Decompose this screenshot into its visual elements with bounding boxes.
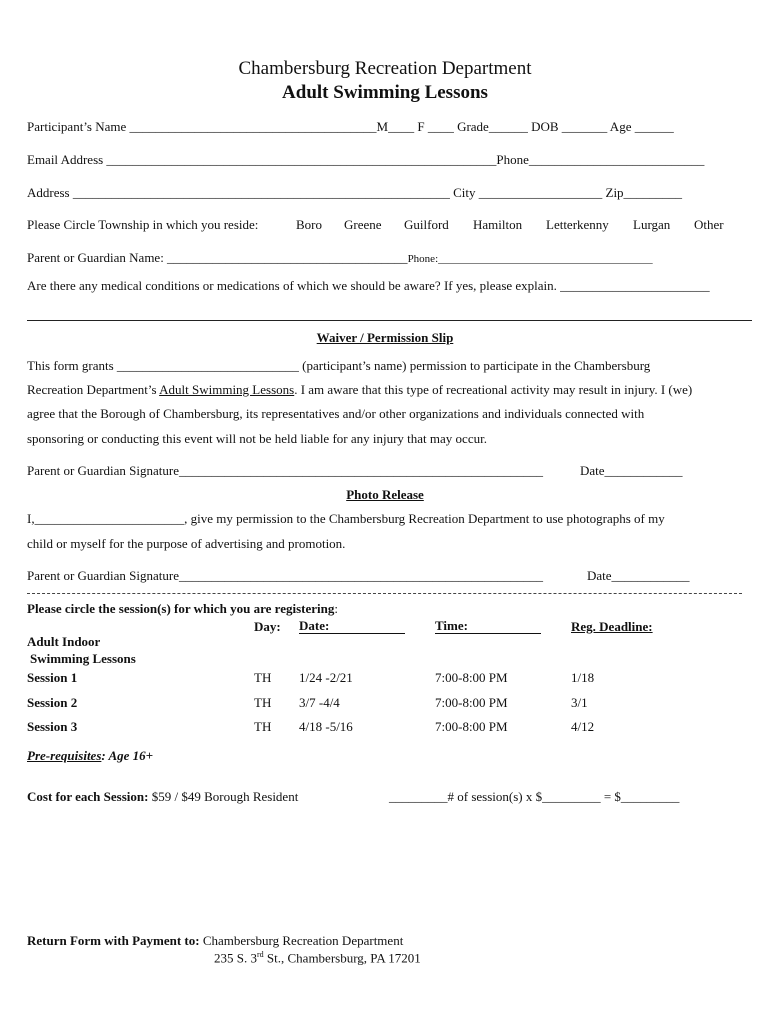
session-1-time: 7:00-8:00 PM: [435, 670, 508, 685]
waiver-line-3: agree that the Borough of Chambersburg, its representatives and/or other organizations and individuals connected with: [27, 406, 645, 421]
prereq-value: : Age 16+: [101, 748, 154, 763]
session-1-deadline: 1/18: [571, 670, 595, 685]
medical-question: Are there any medical conditions or medications of which we should be aware? If yes, please explain.: [27, 278, 557, 293]
waiver-date-field[interactable]: Date____________: [580, 463, 683, 478]
waiver-signature-field[interactable]: Parent or Guardian Signature________________________________________________________: [27, 463, 543, 478]
township-greene[interactable]: Greene: [344, 217, 382, 232]
guardian-name-line[interactable]: [27, 250, 653, 266]
medical-blank[interactable]: _______________________: [560, 278, 710, 293]
guardian-name-label: Parent or Guardian Name: _____________________________________: [27, 250, 408, 265]
session-prompt-colon: :: [334, 601, 338, 616]
session-1-day: TH: [254, 670, 272, 685]
return-address-sup: rd: [256, 950, 264, 959]
waiver-heading: Waiver / Permission Slip: [316, 330, 454, 345]
township-label: Please Circle Township in which you reside:: [27, 217, 259, 232]
return-label: Return Form with Payment to:: [27, 933, 200, 948]
session-1-name[interactable]: Session 1: [27, 670, 78, 685]
col-day-header: Day:: [254, 619, 281, 634]
session-3-name[interactable]: Session 3: [27, 719, 78, 734]
cost-line: [27, 789, 298, 805]
guardian-phone-field[interactable]: Phone:_______________________________________: [407, 253, 653, 265]
session-group-line-1: Adult Indoor: [27, 634, 101, 649]
township-other[interactable]: Other: [694, 217, 724, 232]
return-address-pre: 235 S. 3: [214, 950, 257, 966]
township-guilford[interactable]: Guilford: [404, 217, 449, 232]
session-group-line-2: Swimming Lessons: [30, 651, 136, 666]
township-letterkenny[interactable]: Letterkenny: [546, 217, 609, 232]
session-3-day: TH: [254, 719, 272, 734]
department-title: Chambersburg Recreation Department: [238, 58, 532, 79]
township-hamilton[interactable]: Hamilton: [473, 217, 523, 232]
dashed-divider: [27, 593, 742, 594]
photo-signature-field[interactable]: Parent or Guardian Signature________________________________________________________: [27, 568, 543, 583]
col-date-label: Date:: [299, 618, 330, 633]
return-line: [27, 933, 403, 949]
prerequisites: [27, 748, 153, 764]
medical-question-line[interactable]: [27, 278, 710, 294]
session-2-date: 3/7 -4/4: [299, 695, 340, 710]
township-lurgan[interactable]: Lurgan: [633, 217, 671, 232]
session-3-deadline: 4/12: [571, 719, 595, 734]
photo-line-1[interactable]: I,_______________________, give my permission to the Chambersburg Recreation Department to use photographs of my: [27, 511, 665, 526]
program-title: Adult Swimming Lessons: [282, 82, 488, 103]
prereq-label: Pre-requisites: [27, 748, 102, 763]
col-time-label: Time:: [435, 618, 468, 633]
session-prompt-text: Please circle the session(s) for which you are registering: [27, 601, 335, 616]
cost-label: Cost for each Session:: [27, 789, 149, 804]
photo-heading: Photo Release: [346, 487, 424, 502]
col-deadline-header: Reg. Deadline:: [571, 619, 653, 634]
session-2-deadline: 3/1: [571, 695, 588, 710]
photo-date-field[interactable]: Date____________: [587, 568, 690, 583]
session-3-time: 7:00-8:00 PM: [435, 719, 508, 734]
session-prompt: [27, 601, 338, 617]
waiver-line-2-pre: Recreation Department’s: [27, 382, 160, 397]
session-2-time: 7:00-8:00 PM: [435, 695, 508, 710]
waiver-line-1[interactable]: This form grants ____________________________ (participant’s name) permission to participate in the Chambersburg: [27, 358, 651, 373]
session-2-day: TH: [254, 695, 272, 710]
waiver-line-2-post: . I am aware that this type of recreational activity may result in injury. I (we): [294, 382, 693, 397]
session-1-date: 1/24 -2/21: [299, 670, 353, 685]
waiver-line-2: [27, 382, 692, 398]
township-boro[interactable]: Boro: [296, 217, 322, 232]
township-row: [27, 217, 258, 233]
email-phone-line[interactable]: Email Address ____________________________________________________________Phone___________________________: [27, 152, 705, 167]
cost-value: $59 / $49 Borough Resident: [151, 789, 299, 804]
session-3-date: 4/18 -5/16: [299, 719, 353, 734]
col-date-header: [299, 619, 405, 634]
medical-answer-line[interactable]: [27, 320, 752, 321]
return-org: Chambersburg Recreation Department: [202, 933, 404, 948]
return-address: [214, 950, 421, 966]
cost-calculation-field[interactable]: _________# of session(s) x $_________ = $_________: [389, 789, 680, 804]
participant-line[interactable]: Participant’s Name ______________________________________M____ F ____ Grade______ DOB _______ Age ______: [27, 119, 674, 134]
waiver-program-name: Adult Swimming Lessons: [159, 382, 295, 397]
col-time-header: [435, 619, 541, 634]
session-2-name[interactable]: Session 2: [27, 695, 78, 710]
address-line[interactable]: Address __________________________________________________________ City ___________________ Zip_________: [27, 185, 683, 200]
return-address-post: St., Chambersburg, PA 17201: [263, 950, 421, 966]
photo-line-2: child or myself for the purpose of advertising and promotion.: [27, 536, 346, 551]
waiver-line-4: sponsoring or conducting this event will not be held liable for any injury that may occur.: [27, 431, 487, 446]
